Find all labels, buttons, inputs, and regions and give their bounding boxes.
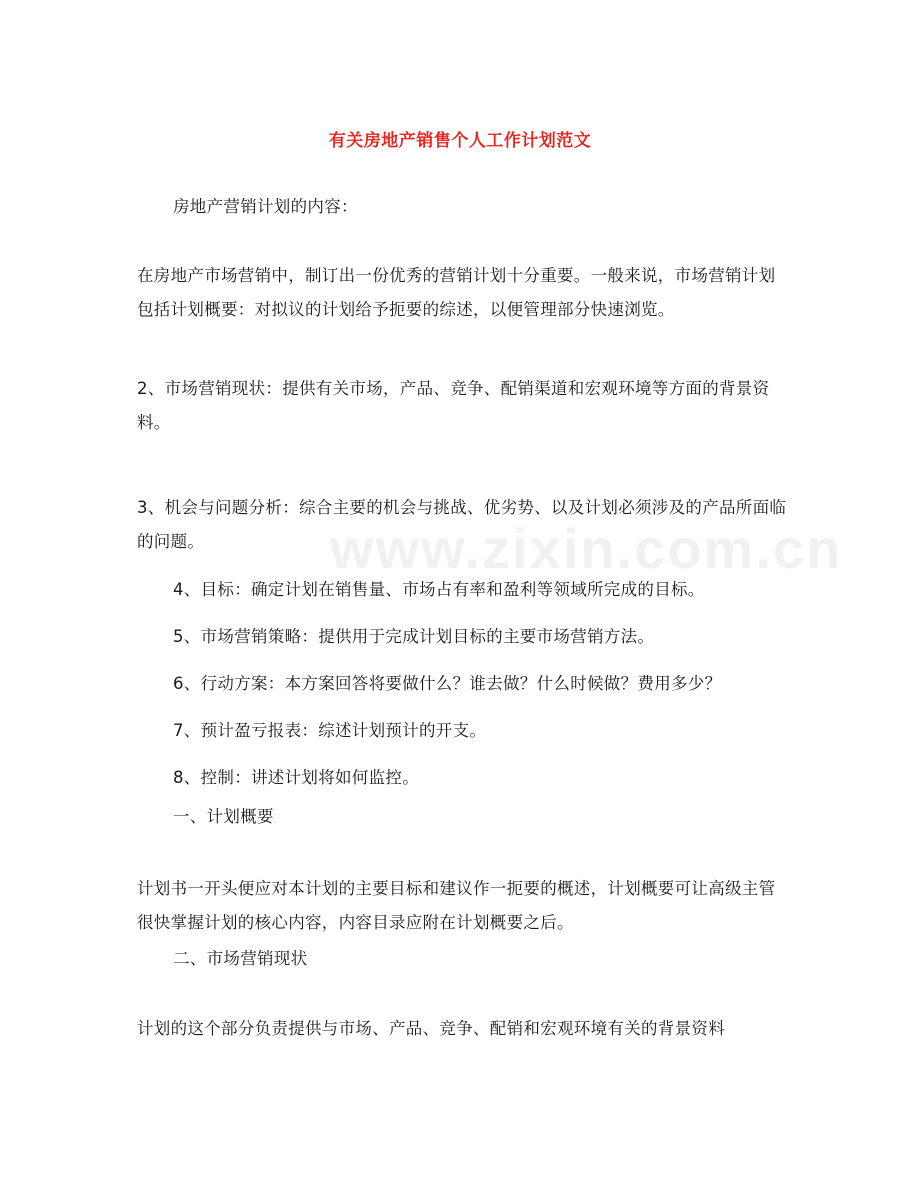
paragraph: 计划的这个部分负责提供与市场、产品、竞争、配销和宏观环境有关的背景资料 <box>137 1019 725 1038</box>
section-heading: 二、市场营销现状 <box>173 949 308 968</box>
paragraph: 计划书一开头便应对本计划的主要目标和建议作一扼要的概述，计划概要可让高级主管很快掌握计划的核心内容，内容目录应附在计划概要之后。 <box>137 879 776 932</box>
section-heading: 一、计划概要 <box>173 807 274 826</box>
list-item: 7、预计盈亏报表：综述计划预计的开支。 <box>173 721 487 740</box>
paragraph: 2、市场营销现状：提供有关市场，产品、竞争、配销渠道和宏观环境等方面的背景资料。 <box>137 379 770 432</box>
paragraph: 在房地产市场营销中，制订出一份优秀的营销计划十分重要。一般来说，市场营销计划包括计划概要：对拟议的计划给予扼要的综述，以便管理部分快速浏览。 <box>137 266 776 319</box>
paragraph: 房地产营销计划的内容： <box>173 197 358 216</box>
document-title: 有关房地产销售个人工作计划范文 <box>328 131 592 151</box>
paragraph: 3、机会与问题分析：综合主要的机会与挑战、优劣势、以及计划必须涉及的产品所面临的问题。 <box>137 498 787 551</box>
list-item: 8、控制：讲述计划将如何监控。 <box>173 768 419 787</box>
list-item: 5、市场营销策略：提供用于完成计划目标的主要市场营销方法。 <box>173 627 655 646</box>
watermark: www.zixin.com.cn <box>330 517 843 580</box>
list-item: 6、行动方案：本方案回答将要做什么？谁去做？什么时候做？费用多少？ <box>173 674 722 693</box>
list-item: 4、目标：确定计划在销售量、市场占有率和盈利等领域所完成的目标。 <box>173 580 705 599</box>
